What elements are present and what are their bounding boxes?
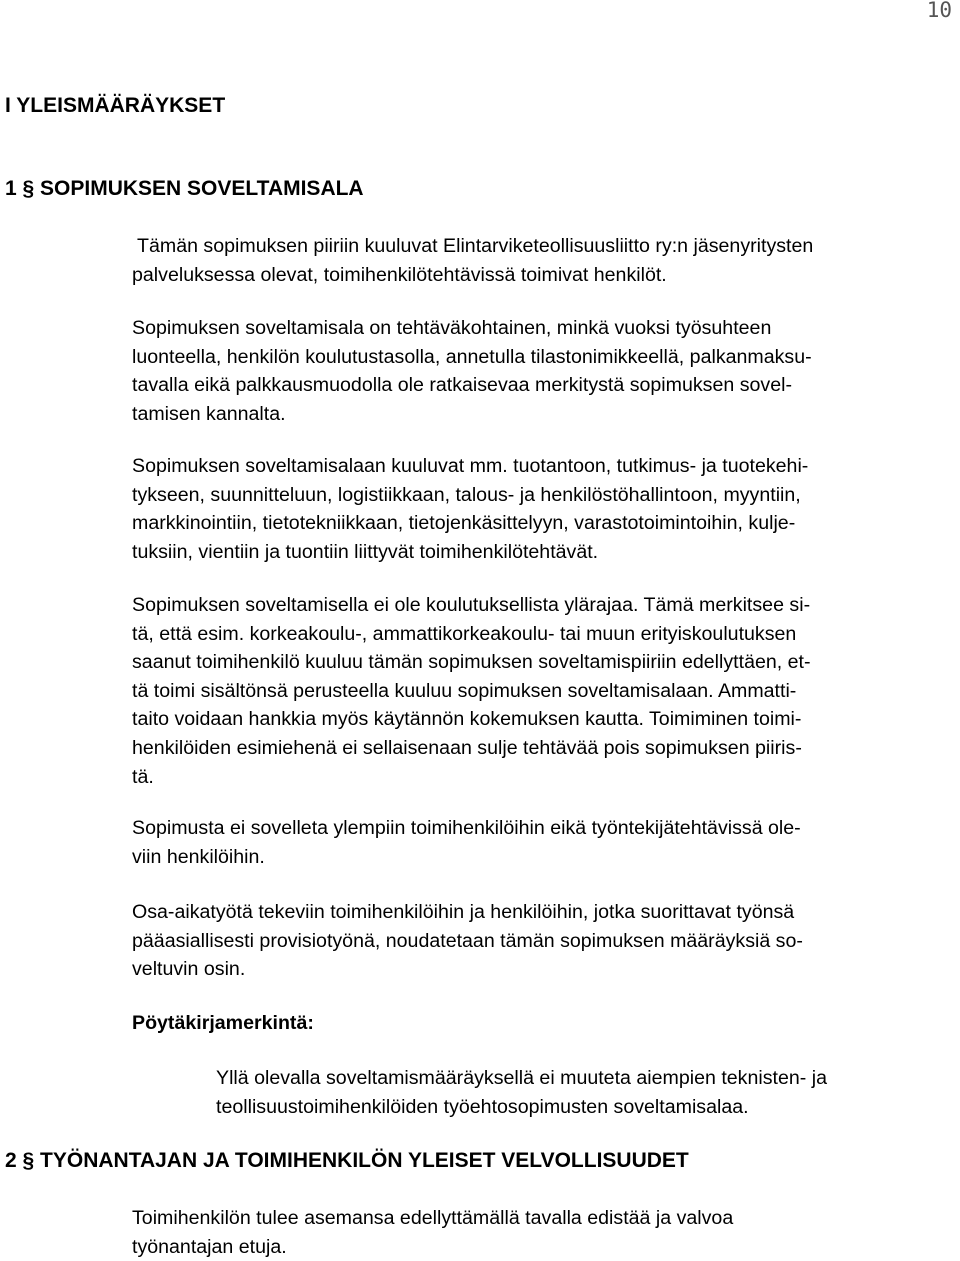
section-1-paragraph-4 xyxy=(132,591,954,791)
protocol-note-label: Pöytäkirjamerkintä: xyxy=(132,1012,314,1034)
text-line: Toimihenkilön tulee asemansa edellyttämällä tavalla edistää ja valvoa xyxy=(132,1207,734,1229)
text-line: Sopimuksen soveltamisella ei ole koulutuksellista ylärajaa. Tämä merkitsee si- xyxy=(132,594,811,616)
section-2-paragraph xyxy=(132,1204,954,1261)
section-1-paragraph-2 xyxy=(132,314,954,428)
text-line: tykseen, suunnitteluun, logistiikkaan, talous- ja henkilöstöhallintoon, myyntiin, xyxy=(132,483,801,506)
text-line: tä. xyxy=(132,765,154,788)
section-1-paragraph-5 xyxy=(132,814,954,871)
text-line: henkilöiden esimiehenä ei sellaisenaan sulje tehtävää pois sopimuksen piiris- xyxy=(132,736,802,759)
text-line: Sopimusta ei sovelleta ylempiin toimihenkilöihin eikä työntekijätehtävissä ole- xyxy=(132,817,801,839)
text-line: saanut toimihenkilö kuuluu tämän sopimuksen soveltamispiiriin edellyttäen, et- xyxy=(132,651,811,674)
text-line: viin henkilöihin. xyxy=(132,845,265,868)
section-2-heading: 2 § TYÖNANTAJAN JA TOIMIHENKILÖN YLEISET VELVOLLISUUDET xyxy=(5,1149,689,1172)
section-1-heading: 1 § SOPIMUKSEN SOVELTAMISALA xyxy=(5,177,364,200)
text-line: pääasiallisesti provisiotyönä, noudatetaan tämän sopimuksen määräyksiä so- xyxy=(132,929,803,952)
text-line: taito voidaan hankkia myös käytännön kokemuksen kautta. Toimiminen toimi- xyxy=(132,708,802,731)
text-line: Tämän sopimuksen piiriin kuuluvat Elintarviketeollisuusliitto ry:n jäsenyritysten xyxy=(137,235,814,257)
text-line: Osa-aikatyötä tekeviin toimihenkilöihin ja henkilöihin, jotka suorittavat työnsä xyxy=(132,901,795,923)
text-line: tä, että esim. korkeakoulu-, ammattikorkeakoulu- tai muun erityiskoulutuksen xyxy=(132,622,797,645)
text-line: tavalla eikä palkkausmuodolla ole ratkaisevaa merkitystä sopimuksen sovel- xyxy=(132,374,792,397)
text-line: Yllä olevalla soveltamismääräyksellä ei muuteta aiempien teknisten- ja xyxy=(216,1067,827,1089)
main-heading: I YLEISMÄÄRÄYKSET xyxy=(5,94,226,117)
text-line: markkinointiin, tietotekniikkaan, tietojenkäsittelyyn, varastotoimintoihin, kulje- xyxy=(132,512,796,535)
text-line: luonteella, henkilön koulutustasolla, annetulla tilastonimikkeellä, palkanmaksu- xyxy=(132,345,812,368)
page-number: 10 xyxy=(926,0,952,22)
text-line: työnantajan etuja. xyxy=(132,1235,287,1258)
text-line: veltuvin osin. xyxy=(132,958,246,981)
text-line: Sopimuksen soveltamisalaan kuuluvat mm. tuotantoon, tutkimus- ja tuotekehi- xyxy=(132,455,809,477)
text-line: palveluksessa olevat, toimihenkilötehtävissä toimivat henkilöt. xyxy=(132,263,667,286)
section-1-paragraph-6 xyxy=(132,898,954,984)
protocol-note-text xyxy=(216,1064,956,1121)
section-1-paragraph-1 xyxy=(132,232,954,289)
text-line: tuksiin, vientiin ja tuontiin liittyvät toimihenkilötehtävät. xyxy=(132,540,599,563)
text-line: teollisuustoimihenkilöiden työehtosopimusten soveltamisalaa. xyxy=(216,1095,749,1118)
section-1-paragraph-3 xyxy=(132,452,954,566)
text-line: Sopimuksen soveltamisala on tehtäväkohtainen, minkä vuoksi työsuhteen xyxy=(132,317,772,339)
text-line: tä toimi sisältönsä perusteella kuuluu sopimuksen soveltamisalaan. Ammatti- xyxy=(132,679,797,702)
text-line: tamisen kannalta. xyxy=(132,402,286,425)
